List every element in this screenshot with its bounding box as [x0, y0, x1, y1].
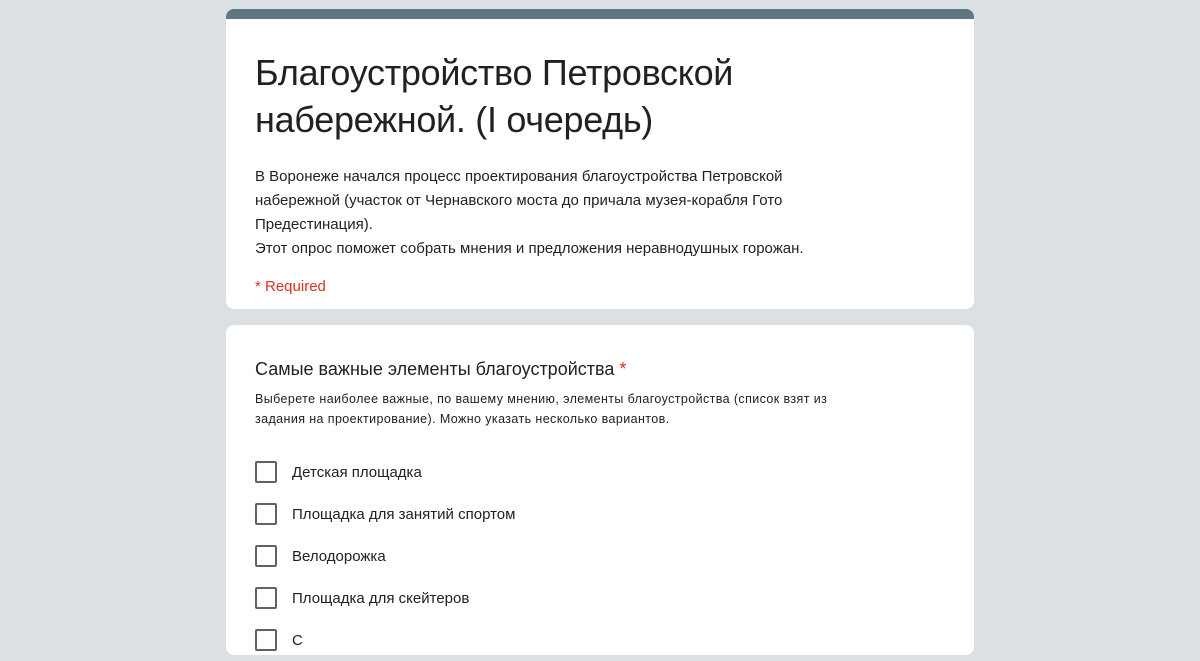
checkbox-option[interactable] — [255, 451, 944, 493]
option-label: Площадка для скейтеров — [292, 589, 470, 607]
description-line: Этот опрос поможет собрать мнения и предложения неравнодушных горожан. — [255, 240, 804, 257]
required-note: * Required — [255, 278, 326, 295]
form-title-line-2: набережной. (I очередь) — [255, 99, 653, 140]
checkbox-option[interactable] — [255, 535, 944, 577]
checkbox-icon[interactable] — [255, 545, 277, 567]
option-label: Площадка для занятий спортом — [292, 505, 516, 523]
form-title — [255, 49, 944, 143]
checkbox-option[interactable] — [255, 577, 944, 619]
form-title-line-1: Благоустройство Петровской — [255, 52, 734, 93]
option-label: Велодорожка — [292, 547, 386, 565]
description-line: В Воронеже начался процесс проектирования благоустройства Петровской — [255, 168, 783, 185]
question-card — [226, 325, 974, 655]
description-line: набережной (участок от Чернавского моста до причала музея-корабля Гото — [255, 192, 783, 209]
checkbox-icon[interactable] — [255, 503, 277, 525]
checkbox-icon[interactable] — [255, 587, 277, 609]
description-line: Предестинация). — [255, 216, 373, 233]
checkbox-option[interactable] — [255, 493, 944, 535]
required-asterisk: * — [619, 359, 627, 379]
help-line-2: задания на проектирование). Можно указать несколько вариантов. — [255, 412, 670, 426]
help-line-1: Выберете наиболее важные, по вашему мнению, элементы благоустройства (список взят из — [255, 392, 828, 406]
checkbox-option[interactable] — [255, 619, 944, 661]
question-help-text — [255, 389, 944, 429]
option-label: С — [292, 631, 303, 649]
form-header-card — [226, 9, 974, 309]
option-label: Детская площадка — [292, 463, 422, 481]
question-title — [255, 356, 944, 382]
form-description — [255, 165, 944, 261]
question-title-text: Самые важные элементы благоустройства — [255, 359, 615, 379]
checkbox-icon[interactable] — [255, 629, 277, 651]
checkbox-icon[interactable] — [255, 461, 277, 483]
